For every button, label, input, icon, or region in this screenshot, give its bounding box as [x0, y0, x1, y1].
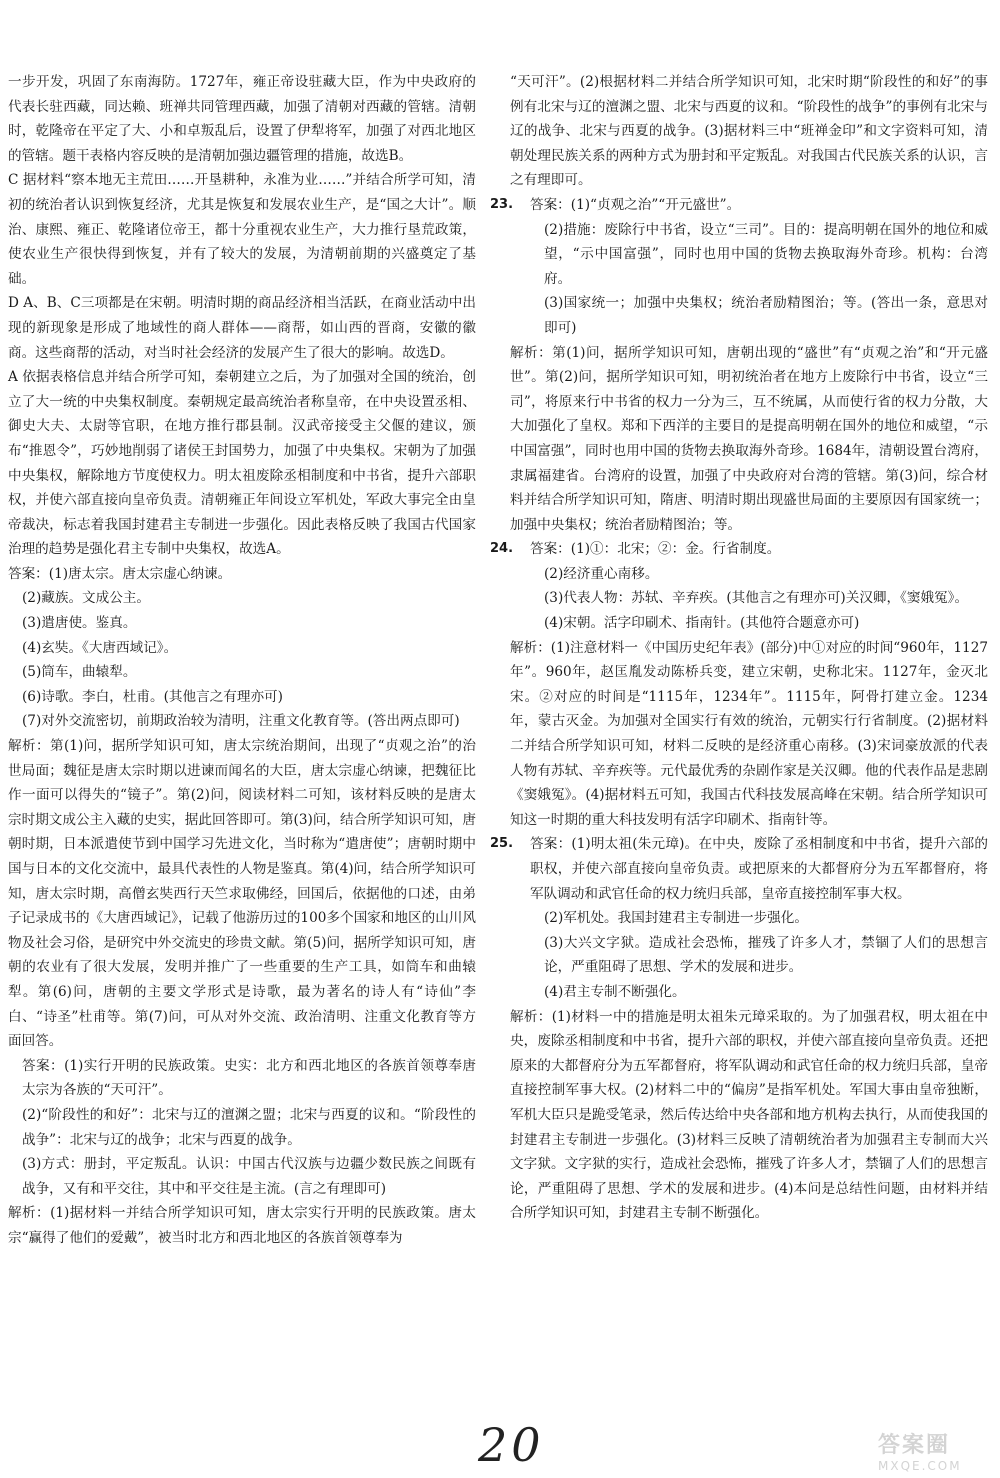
left-column: [8, 70, 476, 1251]
sub-answer: (2)“阶段性的和好”：北宋与辽的澶渊之盟；北宋与西夏的议和。“阶段性的战争”：北宋与辽的战争；北宋与西夏的战争。: [22, 1106, 476, 1148]
sub-answer: (7)对外交流密切，前期政治较为清明，注重文化教育等。(答出两点即可): [22, 713, 460, 730]
right-column: [490, 70, 988, 1226]
watermark-logo: [878, 1428, 1000, 1478]
sub-answer: (4)玄奘。《大唐西域记》。: [22, 639, 178, 656]
watermark-url: MXQE.COM: [878, 1459, 962, 1473]
answer-text: 答案：(1)明太祖(朱元璋)。在中央，废除了丞相制度和中书省，提升六部的职权，并使六部直接向皇帝负责。或把原来的大都督府分为五军都督府，将军队调动和武官任命的权力统归兵部，皇帝直接控制军事大权。: [530, 836, 988, 902]
sub-answer: (3)方式：册封，平定叛乱。认识：中国古代汉族与边疆少数民族之间既有战争，又有和平交往，其中和平交往是主流。(言之有理即可): [22, 1156, 476, 1197]
paragraph: 解析：第(1)问，据所学知识可知，唐朝出现的“盛世”有“贞观之治”和“开元盛世”。第(2)问，据所学知识可知，明初统治者在地方上废除行中书省，设立“三司”，将原来行中书省的权力一分为三，互不统属，从而使行省的权力分散，大大加强化了皇权。郑和下西洋的主要目的是提高明朝在国外的地位和威望，“示中国富强”，同时也用中国的货物去换取海外奇珍。1684年，清朝设置台湾府，隶属福建省。台湾府的设置，加强了中央政府对台湾的管辖。第(3)问，综合材料并结合所学知识可知，隋唐、明清时期出现盛世局面的主要原因有国家统一；加强中央集权；统治者励精图治；等。: [510, 344, 988, 533]
sub-answer: (2)经济重心南移。: [544, 565, 659, 582]
sub-answer: (3)国家统一；加强中央集权；统治者励精图治；等。(答出一条，意思对即可): [544, 295, 988, 336]
paragraph: 解析：(1)注意材料一《中国历史纪年表》(部分)中①对应的时间“960年，1127年”。960年，赵匡胤发动陈桥兵变，建立宋朝，史称北宋。1127年，金灭北宋。②对应的时间是“1115年，1234年”。1115年，阿骨打建立金。1234年，蒙古灭金。为加强对全国实行有效的统治，元朝实行行省制度。(2)据材料二并结合所学知识可知，材料二反映的是经济重心南移。(3)宋词豪放派的代表人物有苏轼、辛弃疾等。元代最优秀的杂剧作家是关汉卿。他的代表作品是悲剧《窦娥冤》。(4)据材料五可知，我国古代科技发展高峰在宋朝。结合所学知识可知这一时期的重大科技发明有活字印刷术、指南针等。: [510, 639, 988, 828]
sub-answer: (3)大兴文字狱。造成社会恐怖，摧残了许多人才，禁锢了人们的思想言论，严重阻碍了思想、学术的发展和进步。: [544, 934, 988, 976]
paragraph: C 据材料“察本地无主荒田……开垦耕种，永准为业……”并结合所学可知，清初的统治者认识到恢复经济，尤其是恢复和发展农业生产，是“国之大计”。顺治、康熙、雍正、乾隆诸位帝王，都十分重视农业生产，大力推行垦荒政策，使农业生产很快得到恢复，并有了较大的发展，为清朝前期的兴盛奠定了基础。: [8, 172, 476, 287]
paragraph: A 依据表格信息并结合所学可知，秦朝建立之后，为了加强对全国的统治，创立了大一统的中央集权制度。秦朝规定最高统治者称皇帝，在中央设置丞相、御史大夫、太尉等官职，在地方推行郡县制。汉武帝接受主父偃的建议，颁布“推恩令”，巧妙地削弱了诸侯王封国势力，加强了中央集权。宋朝为了加强中央集权，解除地方节度使权力。明太祖废除丞相制度和中书省，提升六部职权，并使六部直接向皇帝负责。清朝雍正年间设立军机处，军政大事完全由皇帝裁决，标志着我国封建君主专制进一步强化。因此表格反映了我国古代国家治理的趋势是强化君主专制中央集权，故选A。: [8, 369, 476, 558]
paragraph: 一步开发，巩固了东南海防。1727年，雍正帝设驻藏大臣，作为中央政府的代表长驻西藏，同达赖、班禅共同管理西藏，加强了清朝对西藏的管辖。清朝时，乾隆帝在平定了大、小和卓叛乱后，设置了伊犁将军，加强了对西北地区的管辖。题干表格内容反映的是清朝加强边疆管理的措施，故选B。: [8, 74, 476, 164]
paragraph: 解析：第(1)问，据所学知识可知，唐太宗统治期间，出现了“贞观之治”的治世局面；魏征是唐太宗时期以进谏而闻名的大臣，唐太宗虚心纳谏，把魏征比作一面可以得失的“镜子”。第(2)问，阅读材料二可知，该材料反映的是唐太宗时期文成公主入藏的史实，据此回答即可。第(3)问，结合所学知识可知，唐朝时期，日本派遣使节到中国学习先进文化，当时称为“遣唐使”；唐朝时期中国与日本的文化交流中，最具代表性的人物是鉴真。第(4)问，结合所学知识可知，唐太宗时期，高僧玄奘西行天竺求取佛经，回国后，依据他的口述，由弟子记录成书的《大唐西域记》，记载了他游历过的100多个国家和地区的山川风物及社会习俗，是研究中外交流史的珍贵文献。第(5)问，据所学知识可知，唐朝的农业有了很大发展，发明并推广了一些重要的生产工具，如筒车和曲辕犁。第(6)问，唐朝的主要文学形式是诗歌，最为著名的诗人有“诗仙”李白、“诗圣”杜甫等。第(7)问，可从对外交流、政治清明、注重文化教育等方面回答。: [8, 738, 476, 1050]
question-answer: [8, 1054, 476, 1103]
sub-answer: (3)遣唐使。鉴真。: [22, 615, 137, 632]
sub-answer: (4)君主专制不断强化。: [544, 983, 686, 1000]
paragraph: 解析：(1)材料一中的措施是明太祖朱元璋采取的。为了加强君权，明太祖在中央，废除丞相制度和中书省，提升六部的职权，并使六部直接向皇帝负责。还把原来的大都督府分为五军都督府，将军队调动和武官任命的权力统归兵部，皇帝直接控制军事大权。(2)材料二中的“偏房”是指军机处。军国大事由皇帝独断，军机大臣只是跪受笔录，然后传达给中央各部和地方机构去执行，从而使我国的封建君主专制进一步强化。(3)材料三反映了清朝统治者为加强君主专制而大兴文字狱。文字狱的实行，造成社会恐怖，摧残了许多人才，禁锢了人们的思想言论，严重阻碍了思想、学术的发展和进步。(4)本问是总结性问题，由材料并结合所学知识可知，封建君主专制不断强化。: [510, 1008, 988, 1222]
sub-answer: (6)诗歌。李白，杜甫。(其他言之有理亦可): [22, 688, 283, 705]
sub-answer: (2)军机处。我国封建君主专制进一步强化。: [544, 910, 808, 927]
question-number: 23.: [490, 196, 514, 212]
answer-text: 答案：(1)“贞观之治”“开元盛世”。: [530, 196, 741, 213]
sub-answer: (5)筒车，曲辕犁。: [22, 664, 137, 681]
answer-text: 答案：(1)①：北宋；②：金。行省制度。: [530, 541, 781, 558]
question-answer: [490, 193, 988, 218]
watermark-title: 答案圈: [878, 1433, 951, 1458]
paragraph: 答案：(1)唐太宗。唐太宗虚心纳谏。: [8, 565, 232, 582]
question-number: 25.: [490, 836, 514, 852]
question-answer: [490, 537, 988, 562]
sub-answer: (3)代表人物：苏轼、辛弃疾。(其他言之有理亦可)关汉卿，《窦娥冤》。: [544, 590, 969, 607]
question-number: 24.: [490, 541, 514, 557]
sub-answer: (2)措施：废除行中书省，设立“三司”。目的：提高明朝在国外的地位和威望，“示中国富强”，同时也用中国的货物去换取海外奇珍。机构：台湾府。: [544, 221, 988, 287]
answer-text: 答案：(1)实行开明的民族政策。史实：北方和西北地区的各族首领尊奉唐太宗为各族的“天可汗”。: [22, 1057, 476, 1099]
paragraph: D A、B、C三项都是在宋朝。明清时期的商品经济相当活跃，在商业活动中出现的新现象是形成了地域性的商人群体——商帮，如山西的晋商，安徽的徽商。这些商帮的活动，对当时社会经济的发展产生了很大的影响。故选D。: [8, 295, 476, 361]
sub-answer: (4)宋朝。活字印刷术、指南针。(其他符合题意亦可): [544, 615, 860, 632]
paragraph: 解析：(1)据材料一并结合所学知识可知，唐太宗实行开明的民族政策。唐太宗“赢得了他们的爱戴”，被当时北方和西北地区的各族首领尊奉为: [8, 1205, 476, 1246]
paragraph: “天可汗”。(2)根据材料二并结合所学知识可知，北宋时期“阶段性的和好”的事例有北宋与辽的澶渊之盟、北宋与西夏的议和。“阶段性的战争”的事例有北宋与辽的战争、北宋与西夏的战争。(3)据材料三中“班禅金印”和文字资料可知，清朝处理民族关系的两种方式为册封和平定叛乱。对我国古代民族关系的认识，言之有理即可。: [510, 74, 988, 189]
sub-answer: (2)藏族。文成公主。: [22, 590, 151, 607]
question-answer: [490, 832, 988, 906]
page-number: 20: [478, 1418, 545, 1472]
